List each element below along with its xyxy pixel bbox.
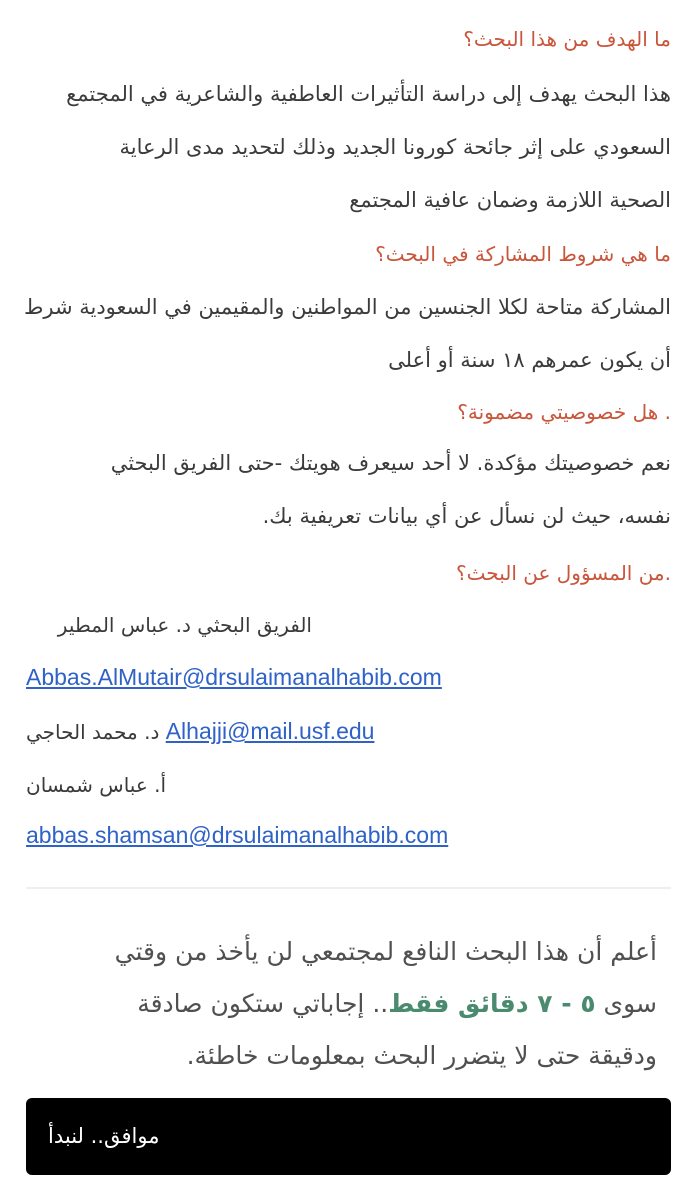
answer-line: نفسه، حيث لن نسأل عن أي بيانات تعريفية بك. [262,504,671,528]
answer-participation-conditions [21,281,671,387]
consent-notice [17,926,657,1082]
notice-line-3: ودقيقة حتى لا يتضرر البحث بمعلومات خاطئة. [186,1041,657,1070]
answer-line: أن يكون عمرهم ١٨ سنة أو أعلى [388,348,671,372]
question-research-goal: ما الهدف من هذا البحث؟ [463,27,671,51]
answer-line: المشاركة متاحة لكلا الجنسين من المواطنين والمقيمين في السعودية شرط [23,295,671,319]
notice-line-2 [17,978,657,1030]
email-link-1[interactable] [26,662,671,693]
notice-line-2-pre: سوى [595,989,657,1018]
notice-line-1: أعلم أن هذا البحث النافع لمجتمعي لن يأخذ من وقتي [114,937,657,966]
contact-row-2 [26,716,671,747]
contact-name-3: أ. عباس شمسان [26,773,167,797]
notice-line-2-post: .. إجاباتي ستكون صادقة [137,989,389,1018]
question-participation-conditions: ما هي شروط المشاركة في البحث؟ [375,242,671,266]
answer-research-goal [21,68,671,227]
agree-start-button[interactable] [26,1098,671,1175]
answer-line: الصحية اللازمة وضمان عافية المجتمع [349,188,671,212]
team-lead-name: الفريق البحثي د. عباس المطير [57,613,312,637]
answer-line: هذا البحث يهدف إلى دراسة التأثيرات العاطفية والشاعرية في المجتمع [66,82,671,106]
email-abbas-almutair[interactable]: Abbas.AlMutair@drsulaimanalhabib.com [26,664,442,690]
answer-privacy [21,437,671,543]
answer-line: السعودي على إثر جائحة كورونا الجديد وذلك لتحديد مدى الرعاية [119,135,671,159]
question-privacy: . هل خصوصيتي مضمونة؟ [457,400,671,424]
email-link-3[interactable] [26,820,671,851]
question-responsible: .من المسؤول عن البحث؟ [456,561,671,585]
email-alhajji[interactable]: Alhajji@mail.usf.edu [165,718,375,744]
contact-name-2: د. محمد الحاجي [26,720,160,744]
agree-start-label: موافق.. لنبدأ [48,1124,160,1148]
duration-highlight: ٥ - ٧ دقائق فقط [388,989,596,1018]
email-abbas-shamsan[interactable]: abbas.shamsan@drsulaimanalhabib.com [26,822,449,848]
divider [26,887,671,889]
answer-line: نعم خصوصيتك مؤكدة. لا أحد سيعرف هويتك -حتى الفريق البحثي [110,451,671,475]
